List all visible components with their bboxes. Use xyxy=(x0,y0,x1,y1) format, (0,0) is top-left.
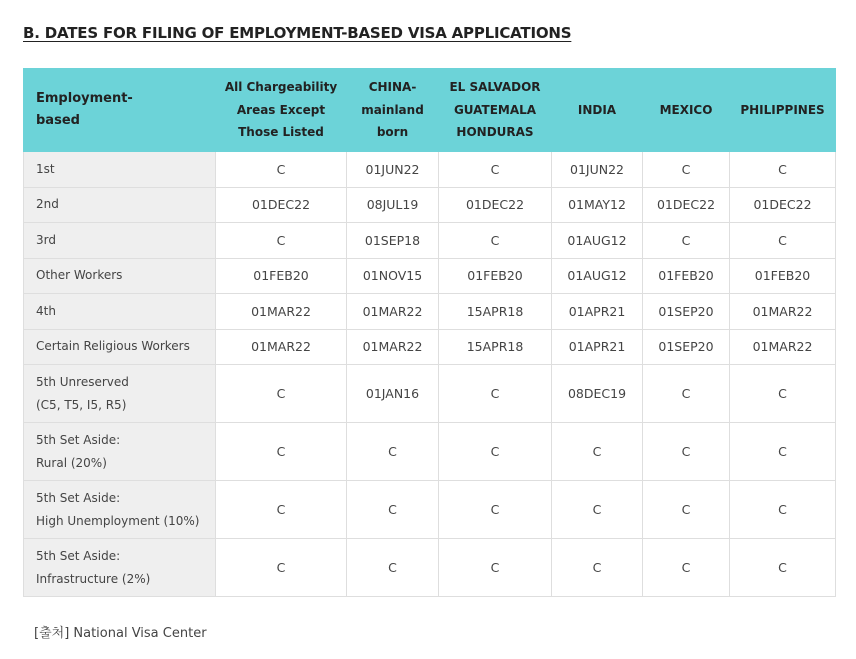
row-label: 5th Set Aside: Infrastructure (2%) xyxy=(24,539,216,597)
table-cell: 01FEB20 xyxy=(643,258,730,294)
table-cell: 15APR18 xyxy=(439,294,552,330)
table-cell: C xyxy=(216,152,347,188)
table-row xyxy=(24,223,836,259)
table-cell: C xyxy=(216,423,347,481)
table-cell: C xyxy=(439,539,552,597)
header-employment-based: Employment- based xyxy=(24,69,216,152)
table-cell: C xyxy=(216,539,347,597)
table-cell: C xyxy=(347,539,439,597)
table-cell: 15APR18 xyxy=(439,329,552,365)
table-cell: 01MAR22 xyxy=(347,329,439,365)
table-cell: C xyxy=(730,152,836,188)
header-mexico: MEXICO xyxy=(643,69,730,152)
section-heading: B. DATES FOR FILING OF EMPLOYMENT-BASED VISA APPLICATIONS xyxy=(23,24,572,42)
table-cell: C xyxy=(439,481,552,539)
table-cell: C xyxy=(552,423,643,481)
table-cell: 01AUG12 xyxy=(552,223,643,259)
table-body xyxy=(24,152,836,597)
header-india: INDIA xyxy=(552,69,643,152)
table-cell: C xyxy=(643,152,730,188)
row-label: 2nd xyxy=(24,187,216,223)
table-cell: 01APR21 xyxy=(552,329,643,365)
table-cell: 01MAY12 xyxy=(552,187,643,223)
table-cell: C xyxy=(730,539,836,597)
row-label: Other Workers xyxy=(24,258,216,294)
row-label: 5th Unreserved (C5, T5, I5, R5) xyxy=(24,365,216,423)
table-cell: 08DEC19 xyxy=(552,365,643,423)
table-row xyxy=(24,258,836,294)
table-cell: 01AUG12 xyxy=(552,258,643,294)
row-label: Certain Religious Workers xyxy=(24,329,216,365)
table-cell: 01JUN22 xyxy=(347,152,439,188)
visa-dates-table xyxy=(23,68,836,597)
table-cell: 01MAR22 xyxy=(347,294,439,330)
table-cell: C xyxy=(730,223,836,259)
table-cell: C xyxy=(439,423,552,481)
table-cell: 01MAR22 xyxy=(216,294,347,330)
table-cell: 01MAR22 xyxy=(216,329,347,365)
table-cell: 01FEB20 xyxy=(216,258,347,294)
row-label: 3rd xyxy=(24,223,216,259)
table-cell: 01FEB20 xyxy=(730,258,836,294)
table-cell: C xyxy=(347,423,439,481)
table-cell: C xyxy=(439,223,552,259)
table-row xyxy=(24,539,836,597)
table-cell: C xyxy=(216,365,347,423)
header-china: CHINA- mainland born xyxy=(347,69,439,152)
header-all-chargeability: All Chargeability Areas Except Those Listed xyxy=(216,69,347,152)
table-cell: 01MAR22 xyxy=(730,294,836,330)
table-cell: C xyxy=(643,481,730,539)
table-cell: 01FEB20 xyxy=(439,258,552,294)
table-cell: 01APR21 xyxy=(552,294,643,330)
table-cell: 01DEC22 xyxy=(730,187,836,223)
table-cell: C xyxy=(730,423,836,481)
table-row xyxy=(24,423,836,481)
table-row xyxy=(24,187,836,223)
table-cell: 01DEC22 xyxy=(439,187,552,223)
header-el-salvador-guatemala-honduras: EL SALVADOR GUATEMALA HONDURAS xyxy=(439,69,552,152)
table-cell: 01SEP20 xyxy=(643,294,730,330)
table-row xyxy=(24,365,836,423)
table-cell: 08JUL19 xyxy=(347,187,439,223)
table-row xyxy=(24,329,836,365)
table-cell: 01MAR22 xyxy=(730,329,836,365)
row-label: 5th Set Aside: Rural (20%) xyxy=(24,423,216,481)
row-label: 4th xyxy=(24,294,216,330)
row-label: 5th Set Aside: High Unemployment (10%) xyxy=(24,481,216,539)
table-cell: C xyxy=(216,481,347,539)
table-cell: C xyxy=(643,365,730,423)
table-cell: C xyxy=(216,223,347,259)
table-row xyxy=(24,294,836,330)
table-cell: 01JUN22 xyxy=(552,152,643,188)
header-philippines: PHILIPPINES xyxy=(730,69,836,152)
table-cell: C xyxy=(643,423,730,481)
table-cell: 01SEP20 xyxy=(643,329,730,365)
table-cell: C xyxy=(439,365,552,423)
table-cell: C xyxy=(552,539,643,597)
table-row xyxy=(24,481,836,539)
source-caption: [출처] National Visa Center xyxy=(34,626,207,641)
table-cell: C xyxy=(439,152,552,188)
table-cell: 01JAN16 xyxy=(347,365,439,423)
table-cell: 01NOV15 xyxy=(347,258,439,294)
row-label: 1st xyxy=(24,152,216,188)
table-cell: C xyxy=(730,365,836,423)
table-cell: 01DEC22 xyxy=(216,187,347,223)
table-cell: C xyxy=(643,223,730,259)
table-cell: C xyxy=(347,481,439,539)
table-cell: 01DEC22 xyxy=(643,187,730,223)
table-cell: C xyxy=(730,481,836,539)
table-cell: 01SEP18 xyxy=(347,223,439,259)
table-cell: C xyxy=(643,539,730,597)
table-cell: C xyxy=(552,481,643,539)
table-row xyxy=(24,152,836,188)
table-header-row xyxy=(24,69,836,152)
